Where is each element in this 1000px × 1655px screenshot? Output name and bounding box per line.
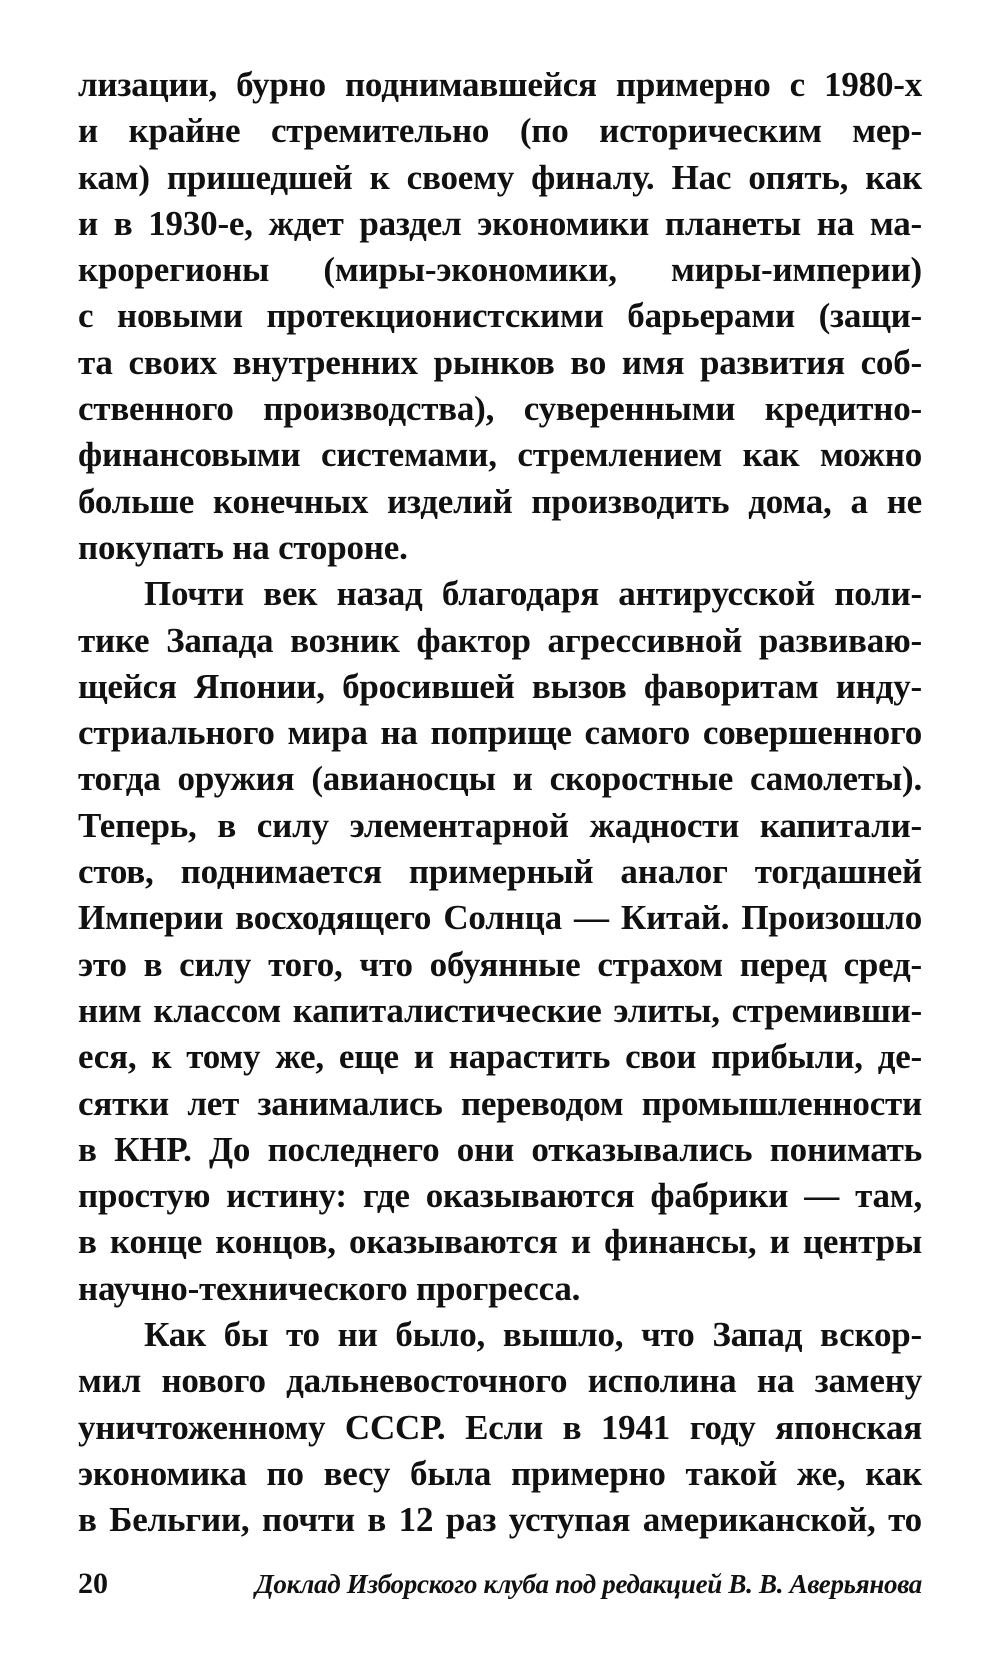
text-line: Империи восходящего Солнца — Китай. Произошло — [78, 898, 922, 938]
text-line: лизации, бурно поднимавшейся примерно с 1980-х — [78, 65, 922, 104]
text-line: Как бы то ни было, вышло, что Запад вскор- — [144, 1315, 922, 1355]
text-line: и в 1930-е, ждет раздел экономики планеты на ма- — [78, 203, 922, 243]
text-line: в конце концов, оказываются и финансы, и центры — [78, 1222, 922, 1262]
text-line: Теперь, в силу элементарной жадности капитали- — [78, 805, 922, 845]
text-line: экономика по весу была примерно такой же, как — [78, 1453, 922, 1493]
text-line: кам) пришедшей к своему финалу. Нас опять, как — [78, 157, 922, 197]
text-line: уничтоженному СССР. Если в 1941 году японская — [78, 1407, 922, 1447]
text-line: стов, поднимается примерный аналог тогдашней — [78, 852, 922, 892]
running-title: Доклад Изборского клуба под редакцией В. В. Аверьянова — [255, 1569, 922, 1599]
text-line: тике Запада возник фактор агрессивной развиваю- — [78, 620, 922, 660]
paragraph-2 — [78, 571, 922, 1312]
text-line: в Бельгии, почти в 12 раз уступая американской, то — [78, 1500, 922, 1540]
main-text — [78, 62, 922, 1544]
page-footer — [78, 1567, 922, 1611]
text-line: с новыми протекционистскими барьерами (защи- — [78, 296, 922, 336]
text-line: еся, к тому же, еще и нарастить свои прибыли, де- — [78, 1037, 922, 1077]
text-line: мил нового дальневосточного исполина на замену — [78, 1361, 922, 1401]
text-line: тогда оружия (авианосцы и скоростные самолеты). — [78, 759, 922, 799]
text-line: ственного производства), суверенными кредитно- — [78, 389, 922, 429]
text-line: та своих внутренних рынков во имя развития соб- — [78, 342, 922, 382]
text-line: в КНР. До последнего они отказывались понимать — [78, 1129, 922, 1169]
text-line: крорегионы (миры-экономики, миры-империи) — [78, 250, 922, 290]
page-number: 20 — [78, 1567, 108, 1600]
paragraph-1 — [78, 62, 922, 571]
text-line: простую истину: где оказываются фабрики — там, — [78, 1176, 922, 1216]
text-line: стриального мира на поприще самого совершенного — [78, 713, 922, 753]
text-line: научно-технического прогресса. — [78, 1268, 581, 1308]
text-line: это в силу того, что обуянные страхом перед сред- — [78, 944, 922, 984]
text-line: сятки лет занимались переводом промышленности — [78, 1083, 922, 1123]
paragraph-3 — [78, 1312, 922, 1543]
page-body — [78, 62, 922, 1544]
text-line: ним классом капиталистические элиты, стремивши- — [78, 990, 922, 1030]
text-line: больше конечных изделий производить дома, а не — [78, 481, 922, 521]
text-line: и крайне стремительно (по историческим мер- — [78, 111, 922, 151]
text-line: щейся Японии, бросившей вызов фаворитам инду- — [78, 666, 922, 706]
text-line: Почти век назад благодаря антирусской поли- — [144, 574, 922, 614]
text-line: покупать на стороне. — [78, 527, 408, 567]
text-line: финансовыми системами, стремлением как можно — [78, 435, 922, 475]
